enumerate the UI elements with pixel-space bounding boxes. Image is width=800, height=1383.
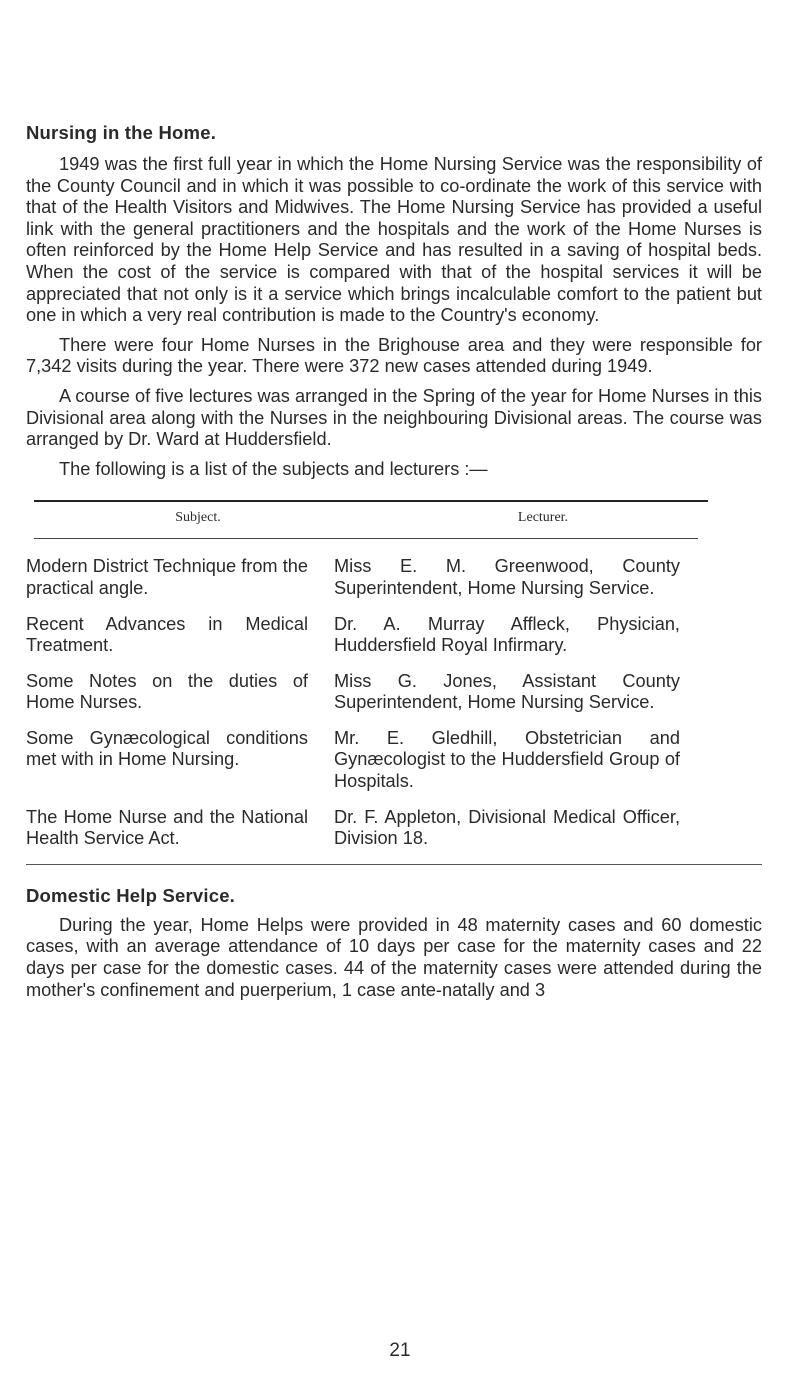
subject-cell: Some Notes on the duties of Home Nurses.	[26, 670, 308, 713]
section-heading-domestic-help: Domestic Help Service.	[26, 884, 236, 906]
paragraph-4: The following is a list of the subjects and lecturers :—	[59, 458, 488, 479]
lecturer-cell: Mr. E. Gledhill, Obstetrician and Gynæcologist to the Huddersfield Group of Hospitals.	[334, 727, 680, 792]
page-number: 21	[389, 1340, 411, 1361]
section-heading-nursing: Nursing in the Home.	[26, 122, 217, 143]
table-row	[26, 614, 762, 657]
paragraph-domestic-help: During the year, Home Helps were provided in 48 maternity cases and 60 domestic cases, with an average attendance of 10 days per case for the maternity cases and 22 days per case for the domestic cases. 44 of the maternity cases were attended during the mother's confinement and puerperium, 1 case ante-natally and 3	[26, 914, 762, 1000]
table-row	[26, 556, 762, 599]
table-body	[26, 539, 762, 850]
table-row	[26, 671, 762, 714]
lecturer-cell: Miss G. Jones, Assistant County Superintendent, Home Nursing Service.	[334, 670, 680, 713]
lecturer-cell: Miss E. M. Greenwood, County Superintendent, Home Nursing Service.	[334, 556, 680, 598]
table-row	[26, 807, 762, 850]
column-header-subject: Subject.	[175, 510, 221, 526]
subject-cell: The Home Nurse and the National Health Service Act.	[26, 806, 308, 849]
paragraph-1: 1949 was the first full year in which the Home Nursing Service was the responsibility of the County Council and in which it was possible to co-ordinate the work of this service with that of the Health Visitors and Midwives. The Home Nursing Service has provided a useful link with the general practitioners and the hospitals and the work of the Home Nurses is often reinforced by the Home Help Service and has resulted in a saving of hospital beds. When the cost of the service is compared with that of the hospital services it will be appreciated that not only is it a service which brings incalculable comfort to the patient but one in which a very real contribution is made to the Country's economy.	[26, 154, 762, 326]
table-bottom-rule	[26, 864, 762, 865]
table-row	[26, 728, 762, 793]
lecturer-cell: Dr. A. Murray Affleck, Physician, Huddersfield Royal Infirmary.	[334, 613, 680, 656]
lectures-table	[26, 500, 762, 865]
paragraph-3: A course of five lectures was arranged in the Spring of the year for Home Nurses in this Divisional area along with the Nurses in the neighbouring Divisional areas. The course was arranged by Dr. Ward at Huddersfield.	[26, 385, 762, 450]
paragraph-2: There were four Home Nurses in the Brighouse area and they were responsible for 7,342 visits during the year. There were 372 new cases attended during 1949.	[26, 334, 762, 377]
table-header	[34, 502, 708, 532]
subject-cell: Modern District Technique from the practical angle.	[26, 556, 308, 598]
subject-cell: Some Gynæcological conditions met with in Home Nursing.	[26, 727, 308, 770]
lecturer-cell: Dr. F. Appleton, Divisional Medical Officer, Division 18.	[334, 806, 680, 849]
column-header-lecturer: Lecturer.	[517, 510, 569, 526]
subject-cell: Recent Advances in Medical Treatment.	[26, 613, 308, 656]
document-page	[26, 122, 762, 1009]
